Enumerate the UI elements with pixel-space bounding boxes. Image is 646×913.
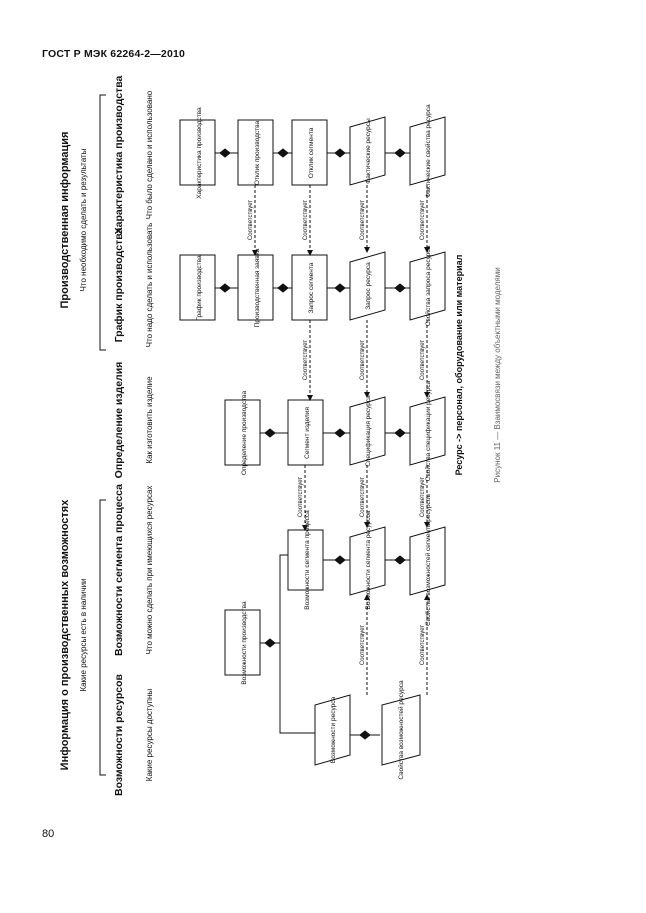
svg-text:Определение изделия: Определение изделия [113,361,125,479]
svg-text:Что надо сделать и использоват: Что надо сделать и использовать [145,222,154,348]
label-correspond: Соответствует [248,199,254,241]
svg-text:Что было сделано и использован: Что было сделано и использовано [145,90,154,220]
svg-text:Возможности сегмента процесса: Возможности сегмента процесса [113,483,125,657]
label-correspond: Соответствует [360,476,366,518]
svg-text:Запрос ресурса: Запрос ресурса [365,262,372,310]
figure-caption: Рисунок 11 — Взаимосвязи между объектными моделями [493,267,502,483]
svg-text:Возможности сегмента ресурсов: Возможности сегмента ресурсов [365,510,372,610]
svg-text:Возможности ресурса: Возможности ресурса [330,696,337,764]
label-correspond: Соответствует [360,339,366,381]
label-correspond: Соответствует [360,624,366,666]
svg-text:Что можно сделать при имеющихс: Что можно сделать при имеющихся ресурсах [145,485,154,655]
svg-text:Свойства возможностей сегмента: Свойства возможностей сегмента ресурсов [425,494,432,626]
svg-text:Характеристика производства: Характеристика производства [113,75,125,235]
label-correspond: Соответствует [298,476,304,518]
svg-text:Фактические ресурсы: Фактические ресурсы [365,118,372,184]
label-correspond: Соответствует [420,624,426,666]
svg-text:Фактические свойства ресурса: Фактические свойства ресурса [425,104,432,198]
group-right-title: Производственная информация [59,131,71,309]
svg-text:Возможности сегмента процесса: Возможности сегмента процесса [304,510,311,610]
label-correspond: Соответствует [303,199,309,241]
page-number: 80 [42,828,55,840]
svg-text:График производства: График производства [113,227,125,343]
svg-text:Сегмент изделия: Сегмент изделия [304,407,311,459]
label-correspond: Соответствует [420,339,426,381]
column-header-4 [113,223,154,348]
column-header-1 [113,674,154,796]
standard-header: ГОСТ Р МЭК 62264-2—2010 [42,48,186,60]
column-header-2 [113,484,154,656]
label-correspond: Соответствует [420,199,426,241]
group-left-subtitle: Какие ресурсы есть в наличии [79,578,88,692]
svg-text:Какие ресурсы доступны: Какие ресурсы доступны [145,688,154,782]
svg-text:График производства: График производства [196,255,203,321]
label-correspond: Соответствует [303,339,309,381]
column-header-3 [113,362,154,479]
label-correspond: Соответствует [420,476,426,518]
group-right-subtitle: Что необходимо сделать и результаты [79,148,88,292]
svg-text:Как изготовить изделие: Как изготовить изделие [145,376,154,464]
svg-text:Возможности производства: Возможности производства [241,601,248,685]
column-header-5 [113,75,154,234]
svg-text:Возможности ресурсов: Возможности ресурсов [113,674,125,796]
svg-text:Производственная заявка: Производственная заявка [254,248,261,328]
svg-text:Характеристика производства: Характеристика производства [196,107,203,199]
svg-text:Определение производства: Определение производства [241,390,248,476]
brace-left [100,500,106,775]
svg-text:Запрос сегмента: Запрос сегмента [308,262,315,314]
label-correspond: Соответствует [360,199,366,241]
brace-right [100,95,106,350]
svg-text:Отклик сегмента: Отклик сегмента [308,127,315,179]
svg-text:Свойства спецификации ресурса: Свойства спецификации ресурса [425,380,432,482]
svg-text:Свойства запроса ресурса: Свойства запроса ресурса [425,245,432,327]
group-left-title: Информация о производственных возможностях [59,499,71,771]
svg-text:Свойства возможностей ресурса: Свойства возможностей ресурса [398,680,405,780]
bottom-note: Ресурс -> персонал, оборудование или материал [454,254,464,476]
svg-text:Спецификация ресурса: Спецификация ресурса [365,395,372,467]
svg-text:Отклик производства: Отклик производства [254,120,261,186]
